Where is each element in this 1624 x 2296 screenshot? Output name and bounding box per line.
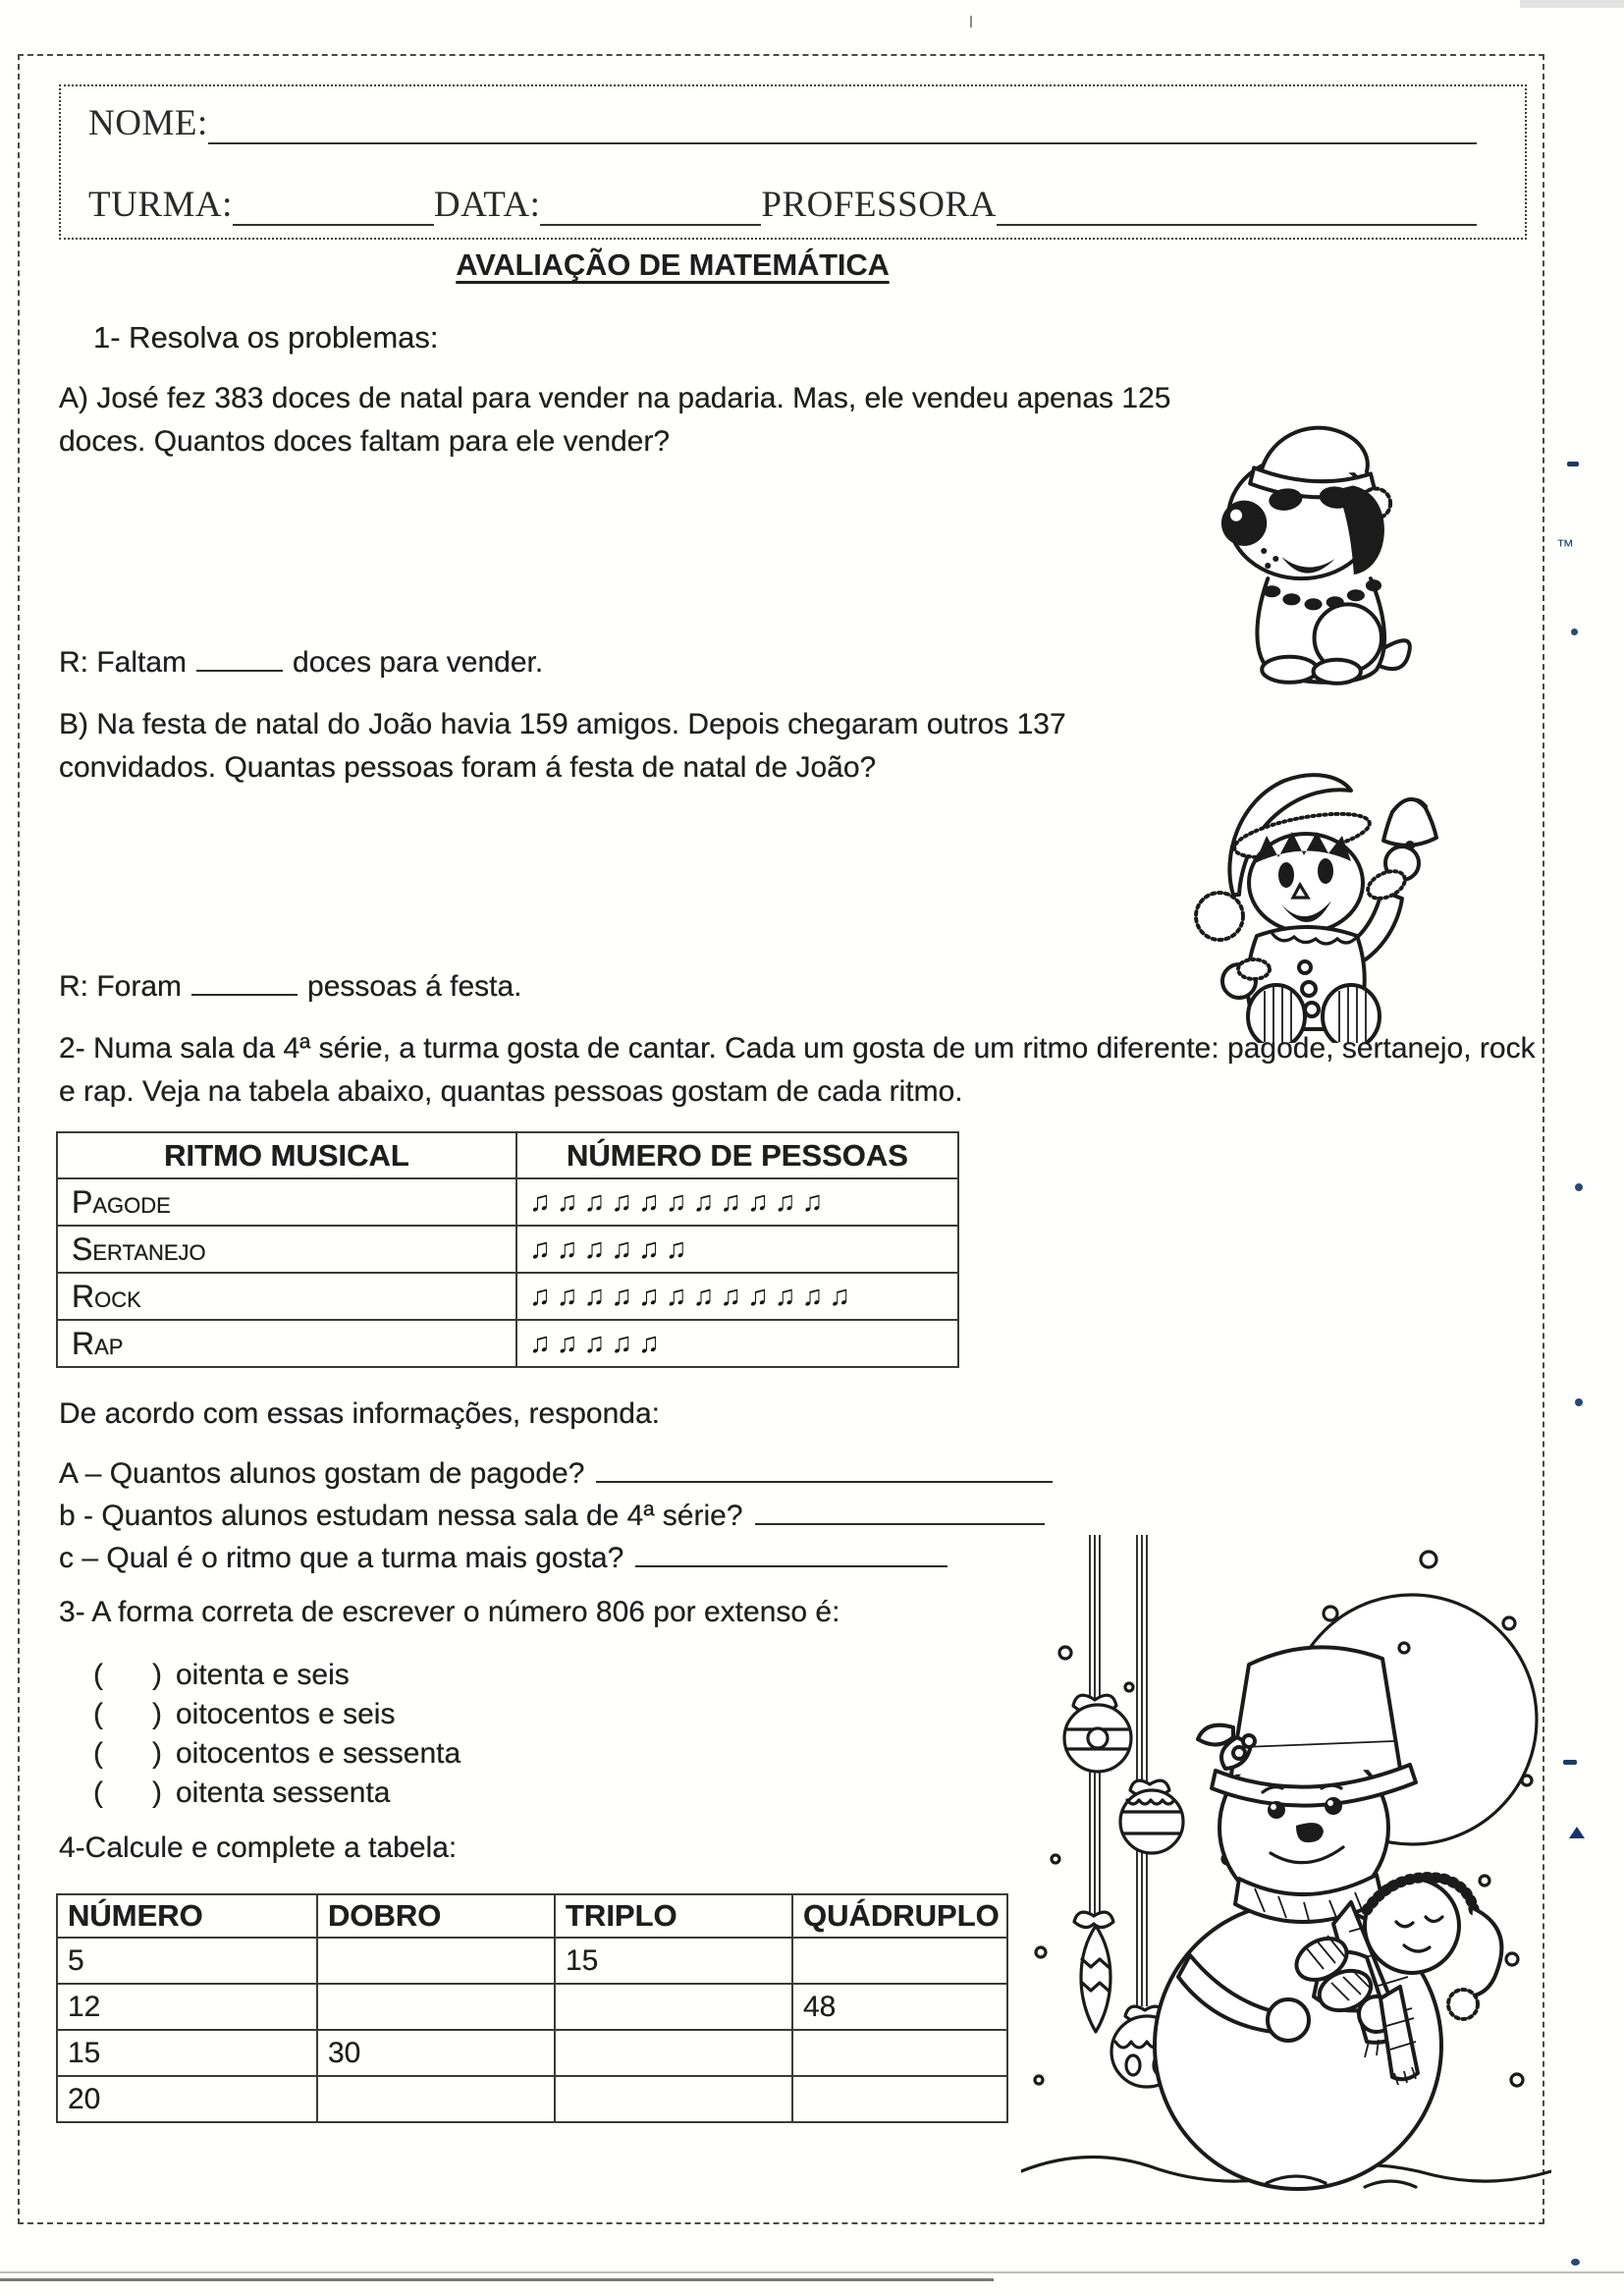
bell-clapper xyxy=(1405,841,1415,850)
class-date-teacher-row xyxy=(88,184,1501,226)
baby-hat-pompom xyxy=(1448,1990,1478,2019)
cell: 15 xyxy=(555,1938,792,1984)
name-label: NOME: xyxy=(88,103,208,143)
freckle xyxy=(1272,556,1278,562)
holly-berry xyxy=(1233,1747,1245,1759)
table-row xyxy=(57,1320,958,1367)
answer-blank xyxy=(635,1536,947,1567)
scan-mark xyxy=(1575,1183,1583,1191)
ornament-center xyxy=(1088,1728,1108,1748)
q2-question-b xyxy=(59,1494,1045,1538)
cell xyxy=(555,2076,792,2122)
teacher-blank-line xyxy=(997,214,1477,226)
cell xyxy=(555,2030,792,2076)
q2-question-c xyxy=(59,1536,947,1580)
scan-mark-arrow xyxy=(1569,1827,1585,1838)
puppy-illustration xyxy=(1173,412,1434,699)
rhythm-label: Sertanejo xyxy=(57,1226,516,1273)
q2-followup-heading: De acordo com essas informações, responda: xyxy=(59,1397,660,1430)
cell: 5 xyxy=(57,1938,317,1984)
music-rhythm-table xyxy=(56,1131,959,1368)
answer-blank xyxy=(196,640,283,672)
eye-glint xyxy=(1271,1804,1276,1810)
col-header-dobro: DOBRO xyxy=(317,1894,555,1938)
col-header-ritmo: RITMO MUSICAL xyxy=(57,1132,516,1178)
q3-option-2 xyxy=(93,1693,395,1736)
child-illustration xyxy=(1157,746,1441,1043)
q1-heading: 1- Resolva os problemas: xyxy=(93,320,439,355)
snowman-eye xyxy=(1268,1801,1285,1819)
checkbox-parens: ( ) xyxy=(93,1777,162,1809)
cell xyxy=(555,1984,792,2030)
table-header-row xyxy=(57,1132,958,1178)
santa-hat-crown xyxy=(1260,428,1368,478)
class-label: TURMA: xyxy=(88,185,233,225)
q3-heading: 3- A forma correta de escrever o número 806 por extenso é: xyxy=(59,1596,840,1628)
note-pictographs: ♫♫♫♫♫♫♫♫♫♫♫♫ xyxy=(516,1273,958,1320)
bell xyxy=(1383,799,1436,846)
q3-option-3 xyxy=(93,1732,460,1776)
rhythm-label: Rock xyxy=(57,1273,516,1320)
q4-heading: 4-Calcule e complete a tabela: xyxy=(59,1831,458,1864)
answer-blank xyxy=(596,1451,1053,1483)
question-text: b - Quantos alunos estudam nessa sala de 4ª série? xyxy=(59,1500,743,1532)
cell: 12 xyxy=(57,1984,317,2030)
child-eye xyxy=(1318,858,1333,884)
note-pictographs: ♫♫♫♫♫♫♫♫♫♫♫ xyxy=(516,1178,958,1226)
col-header-pessoas: NÚMERO DE PESSOAS xyxy=(516,1132,958,1178)
col-header-numero: NÚMERO xyxy=(57,1894,317,1938)
col-header-quadruplo: QUÁDRUPLO xyxy=(792,1894,1007,1938)
rhythm-label: Pagode xyxy=(57,1178,516,1226)
q1b-text: B) Na festa de natal do João havia 159 amigos. Depois chegaram outros 137 convidados. Quantas pessoas foram á festa de natal de João? xyxy=(59,708,1066,784)
cell: 20 xyxy=(57,2076,317,2122)
q3-option-1 xyxy=(93,1654,350,1697)
teacher-label: PROFESSORA xyxy=(761,185,997,225)
scan-mark xyxy=(1567,462,1579,466)
option-label: oitenta sessenta xyxy=(176,1777,391,1809)
snowman-mitten xyxy=(1268,1999,1309,2041)
cell xyxy=(792,2076,1007,2122)
note-pictographs: ♫♫♫♫♫♫ xyxy=(516,1226,958,1273)
nose-highlight xyxy=(1230,510,1242,521)
checkbox-parens: ( ) xyxy=(93,1698,162,1730)
fur-cuff xyxy=(1238,959,1270,979)
checkbox-parens: ( ) xyxy=(93,1659,162,1691)
scan-edge-line xyxy=(0,2271,1624,2273)
scan-mark xyxy=(1563,1760,1577,1765)
holly-berry xyxy=(1243,1735,1255,1747)
q1a-text: A) José fez 383 doces de natal para vender na padaria. Mas, ele vendeu apenas 125 doces. Quantos doces faltam para ele vender? xyxy=(59,382,1171,458)
col-header-triplo: TRIPLO xyxy=(555,1894,792,1938)
q1a-answer-line xyxy=(59,640,543,684)
q3-option-4 xyxy=(93,1772,390,1815)
table-header-row xyxy=(57,1894,1007,1938)
student-info-box xyxy=(59,84,1527,240)
table-row xyxy=(57,1938,1007,1984)
scan-smudge xyxy=(1520,0,1624,8)
santa-hat-pompom xyxy=(1196,893,1243,940)
cell xyxy=(317,2076,555,2122)
cell: 30 xyxy=(317,2030,555,2076)
option-label: oitocentos e seis xyxy=(176,1698,396,1730)
puppy-santa-hat-clipart xyxy=(1173,412,1434,699)
teardrop-ornament xyxy=(1081,1926,1110,2032)
scan-edge-line xyxy=(0,2278,994,2281)
table-row xyxy=(57,1178,958,1226)
rhythm-label: Rap xyxy=(57,1320,516,1367)
snowman-illustration xyxy=(1021,1535,1551,2222)
table-row xyxy=(57,2030,1007,2076)
double-triple-quadruple-table xyxy=(56,1893,1008,2123)
scan-mark-tm: ™ xyxy=(1556,536,1574,556)
scan-mark xyxy=(1575,1398,1583,1406)
date-label: DATA: xyxy=(433,185,541,225)
question-text: c – Qual é o ritmo que a turma mais gosta? xyxy=(59,1542,624,1574)
checkbox-parens: ( ) xyxy=(93,1737,162,1770)
cell xyxy=(317,1984,555,2030)
note-pictographs: ♫♫♫♫♫ xyxy=(516,1320,958,1367)
child-eye xyxy=(1278,862,1294,888)
name-blank-line xyxy=(208,133,1477,144)
table-row xyxy=(57,1226,958,1273)
table-row xyxy=(57,2076,1007,2122)
snowman-scene-clipart xyxy=(1021,1535,1551,2222)
dog-paw xyxy=(1262,657,1317,683)
baby-hat-crown xyxy=(1469,1908,1501,1996)
cell: 15 xyxy=(57,2030,317,2076)
answer-blank xyxy=(755,1494,1045,1525)
table-row xyxy=(57,1984,1007,2030)
eye-glint xyxy=(1327,1800,1333,1806)
table-row xyxy=(57,1273,958,1320)
class-blank-line xyxy=(233,214,434,226)
name-row xyxy=(88,102,1501,144)
cell xyxy=(792,1938,1007,1984)
option-label: oitocentos e sessenta xyxy=(176,1737,461,1770)
answer-suffix: doces para vender. xyxy=(293,646,544,679)
scan-tick xyxy=(970,16,972,27)
date-blank-line xyxy=(540,214,761,226)
question-text: A – Quantos alunos gostam de pagode? xyxy=(59,1457,585,1490)
scan-mark xyxy=(1571,2259,1580,2266)
answer-suffix: pessoas á festa. xyxy=(307,970,522,1003)
snow-dot xyxy=(1399,1643,1409,1653)
ornament-bow xyxy=(1074,1912,1113,1927)
scan-mark xyxy=(1571,629,1578,635)
answer-prefix: R: Foram xyxy=(59,970,183,1003)
cell xyxy=(317,1938,555,1984)
snowman-eye xyxy=(1325,1797,1342,1815)
dog-nose xyxy=(1221,501,1267,546)
freckle xyxy=(1265,563,1271,569)
dog-paw xyxy=(1314,660,1361,683)
q1b-answer-line xyxy=(59,964,521,1009)
option-label: oitenta e seis xyxy=(176,1659,350,1691)
page-title: AVALIAÇÃO DE MATEMÁTICA xyxy=(456,247,890,282)
cell: 48 xyxy=(792,1984,1007,2030)
answer-blank xyxy=(191,964,298,996)
top-hat-crown xyxy=(1231,1647,1400,1775)
q2-question-a xyxy=(59,1451,1053,1496)
cell xyxy=(792,2030,1007,2076)
q2-text: 2- Numa sala da 4ª série, a turma gosta de cantar. Cada um gosta de um ritmo diferente: pagode, sertanejo, rock e rap. Veja na tabela abaixo, quantas pessoas gostam de cada ritmo. xyxy=(59,1032,1536,1108)
answer-prefix: R: Faltam xyxy=(59,646,188,679)
child-santa-bell-clipart xyxy=(1157,746,1441,1043)
freckle xyxy=(1261,548,1267,554)
